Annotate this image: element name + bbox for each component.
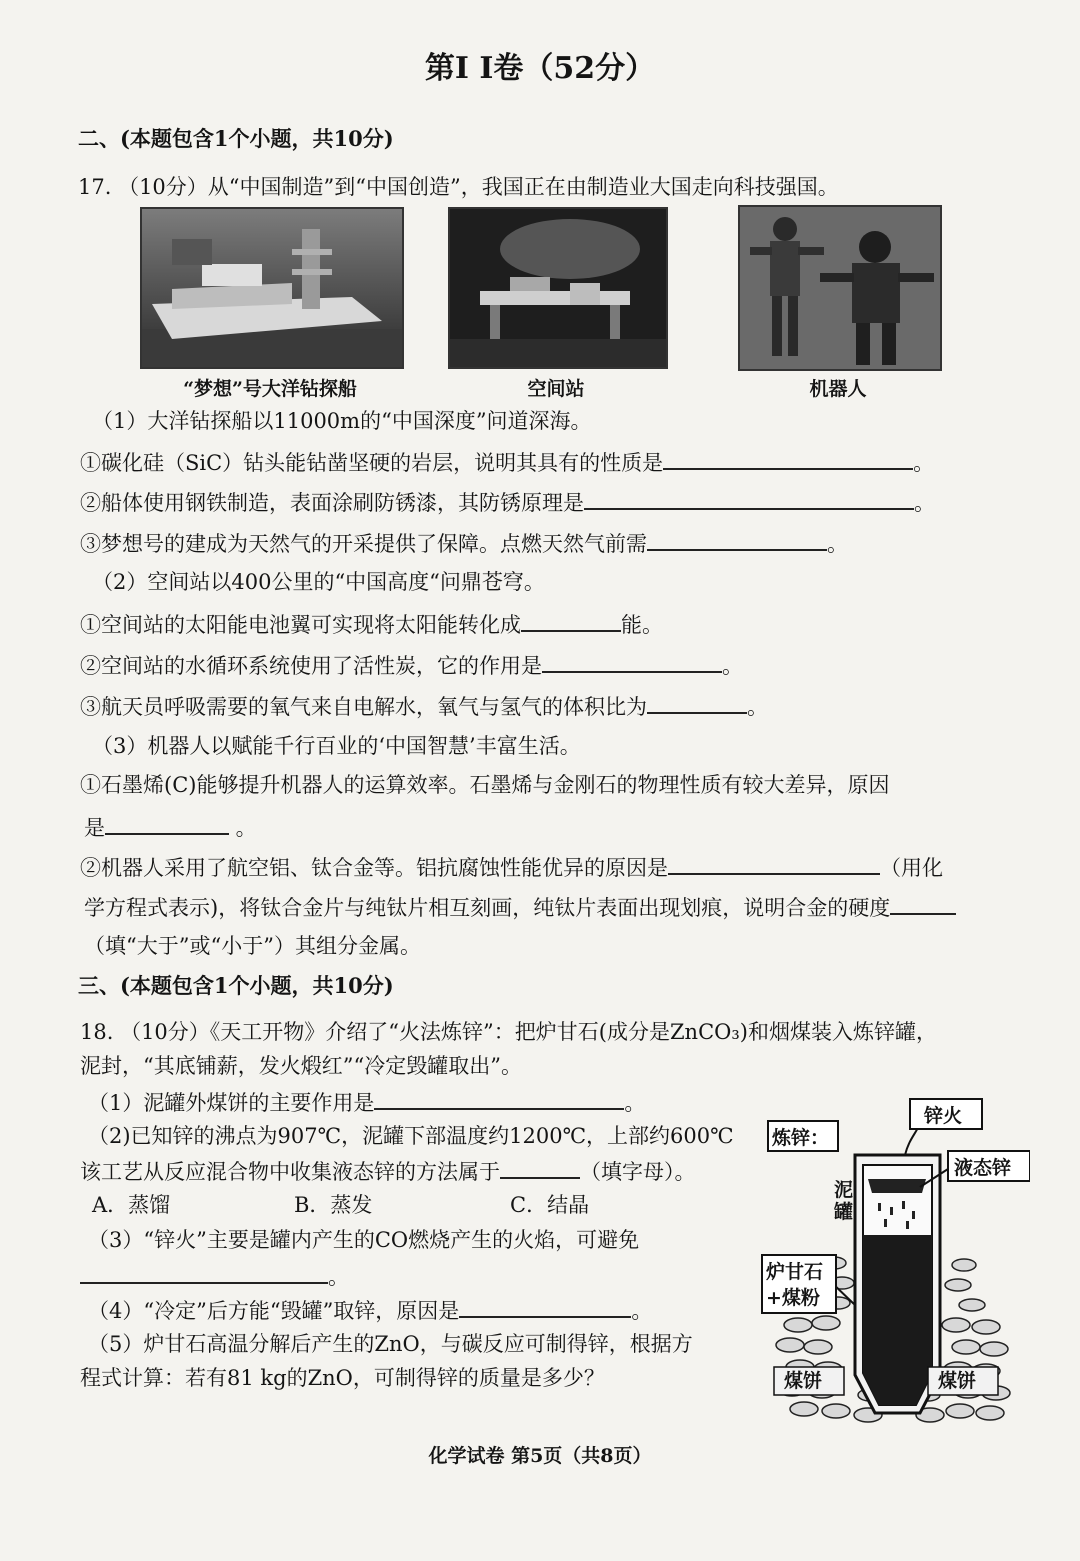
period-mark: 。 [631,1299,653,1323]
section-heading-2: 二、(本题包含1个小题，共10分) [78,126,394,151]
q18-option-c: C．结晶 [510,1193,590,1217]
q18-intro-line2: 泥封，“其底铺薪，发火煅红”“冷定毁罐取出”。 [80,1054,522,1078]
robot-image [740,207,940,369]
space-station-image [450,209,666,367]
diagram-label-yetaixin: 液态锌 [954,1157,1012,1179]
ship-photo [140,207,404,369]
q17-intro: 17. （10分）从“中国制造”到“中国创造”，我国正在由制造业大国走向科技强国。 [78,175,839,199]
q17-part3-item2-line1 [80,853,943,881]
q18-part1 [88,1088,645,1116]
q18-part1-text: （1）泥罐外煤饼的主要作用是 [88,1091,375,1115]
period-mark: 。 [229,816,257,840]
q18-part5-line2: 程式计算：若有81 kg的ZnO，可制得锌的质量是多少？ [80,1366,605,1390]
answer-blank[interactable] [80,1262,328,1284]
q17-part2-item1-tail: 能。 [621,613,663,637]
diagram-label-luganshi-2: +煤粉 [766,1287,820,1309]
diagram-label-meibing-left: 煤饼 [784,1370,823,1392]
q17-part1-item3-text: ③梦想号的建成为天然气的开采提供了保障。点燃天然气前需 [80,532,647,556]
robot-photo [738,205,942,371]
q17-part2: （2）空间站以400公里的“中国高度“问鼎苍穹。 [92,570,545,594]
space-station-caption: 空间站 [527,378,585,400]
q17-part2-item2 [80,651,743,679]
q17-part2-item2-text: ②空间站的水循环系统使用了活性炭，它的作用是 [80,654,542,678]
q17-part1-item1-text: ①碳化硅（SiC）钻头能钻凿坚硬的岩层，说明其具有的性质是 [80,451,664,475]
q18-part4 [88,1296,652,1324]
q17-part2-item3 [80,692,768,720]
q17-part1-item1 [80,448,934,476]
period-mark: 。 [747,695,768,719]
q17-part1-item2-text: ②船体使用钢铁制造，表面涂刷防锈漆，其防锈原理是 [80,491,584,515]
ship-image [142,209,402,367]
q18-option-b: B．蒸发 [294,1193,373,1217]
q17-part3-item2-tail: （用化 [880,856,943,880]
answer-blank[interactable] [500,1157,580,1179]
answer-blank[interactable] [647,529,827,551]
q18-part2-tail: （填字母）。 [580,1160,696,1184]
q18-part5-line1: （5）炉甘石高温分解后产生的ZnO，与碳反应可制得锌，根据方 [88,1332,693,1356]
q17-part1: （1）大洋钻探船以11000m的“中国深度”问道深海。 [92,409,592,433]
q17-part3-item2-text: ②机器人采用了航空铝、钛合金等。铝抗腐蚀性能优异的原因是 [80,856,668,880]
period-mark: 。 [914,491,935,515]
diagram-label-niguan: 泥罐 [834,1179,854,1223]
diagram-label-meibing-right: 煤饼 [938,1370,977,1392]
answer-blank[interactable] [542,651,722,673]
period-mark: 。 [624,1091,646,1115]
page-title: 第Ⅰ Ⅰ卷（52分） [424,51,656,86]
diagram-label-xinhuo: 锌火 [924,1105,963,1127]
section-heading-3: 三、(本题包含1个小题，共10分) [78,973,394,998]
answer-blank[interactable] [584,488,914,510]
robot-caption: 机器人 [809,378,867,400]
ship-caption: “梦想”号大洋钻探船 [183,378,357,400]
q18-intro-line1: 18. （10分）《天工开物》介绍了“火法炼锌”：把炉甘石(成分是ZnCO₃)和烟煤装入炼锌罐， [80,1020,937,1044]
q18-part2-text: 该工艺从反应混合物中收集液态锌的方法属于 [80,1160,500,1184]
zinc-smelting-diagram [760,1095,1030,1425]
diagram-label-luganshi-1: 炉甘石 [766,1261,824,1283]
q17-part3-item1-line2 [84,813,257,841]
q18-option-a: A．蒸馏 [92,1193,171,1217]
diagram-label-lianxin: 炼锌： [772,1127,830,1149]
answer-blank[interactable] [521,610,621,632]
q18-part3-line2 [80,1262,349,1290]
q17-part3-item1-tail: 是 [84,816,105,840]
q17-part3-item1-line1: ①石墨烯(C)能够提升机器人的运算效率。石墨烯与金刚石的物理性质有较大差异，原因 [80,773,890,797]
page-footer: 化学试卷 第5页（共8页） [428,1445,652,1467]
period-mark: 。 [328,1265,349,1289]
answer-blank[interactable] [668,853,880,875]
answer-blank[interactable] [647,692,747,714]
q18-part2-line2 [80,1157,696,1185]
q17-part1-item3 [80,529,848,557]
period-mark: 。 [913,451,935,475]
q17-part3-item2-line2-text: 学方程式表示)，将钛合金片与纯钛片相互刻画，纯钛片表面出现划痕，说明合金的硬度 [84,896,891,920]
q18-part4-text: （4）“冷定”后方能“毁罐”取锌，原因是 [88,1299,460,1323]
q18-part2-line1: （2)已知锌的沸点为907℃，泥罐下部温度约1200℃，上部约600℃ [88,1124,734,1148]
answer-blank[interactable] [105,813,229,835]
q17-part3-item2-line3: （填“大于”或“小于”）其组分金属。 [84,934,421,958]
q17-part3-item2-line2 [84,893,956,921]
q17-part3: （3）机器人以赋能千行百业的‘中国智慧’丰富生活。 [92,734,581,758]
q18-part3-line1: （3）“锌火”主要是罐内产生的CO燃烧产生的火焰，可避免 [88,1228,640,1252]
answer-blank[interactable] [374,1088,624,1110]
q17-part1-item2 [80,488,935,516]
answer-blank[interactable] [459,1296,631,1318]
space-station-photo [448,207,668,369]
period-mark: 。 [722,654,743,678]
period-mark: 。 [827,532,848,556]
q17-part2-item1 [80,610,663,638]
q17-part2-item3-text: ③航天员呼吸需要的氧气来自电解水，氧气与氢气的体积比为 [80,695,647,719]
q17-part2-item1-text: ①空间站的太阳能电池翼可实现将太阳能转化成 [80,613,521,637]
answer-blank[interactable] [663,448,913,470]
answer-blank[interactable] [890,893,956,915]
